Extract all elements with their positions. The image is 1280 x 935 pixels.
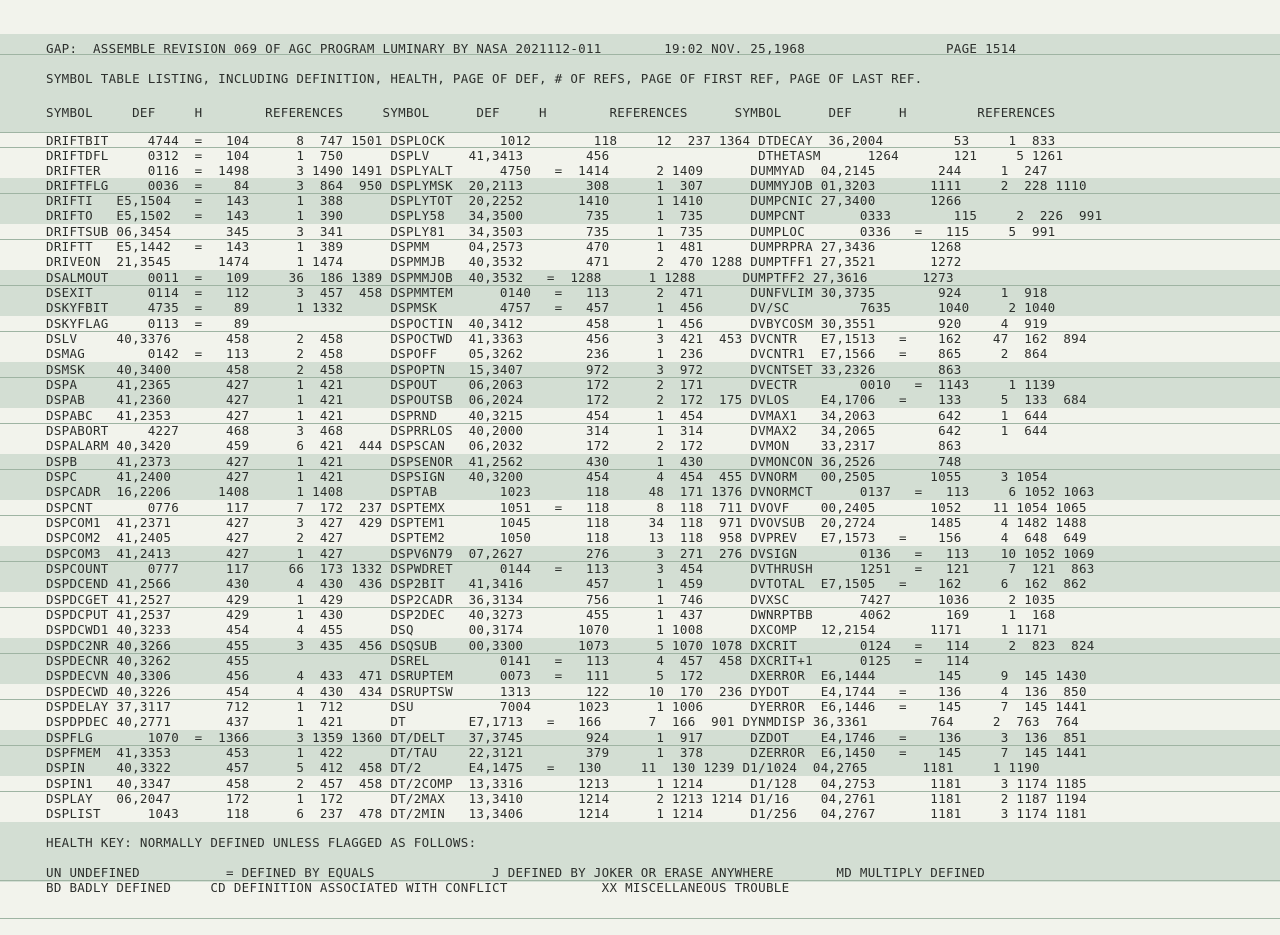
table-row: DSPDCWD1 40,3233 454 4 455 DSQ 00,3174 1070 1 1008 DXCOMP 12,2154 1171 1 1171 [46,622,1048,637]
table-row: DSPB 41,2373 427 1 421 DSPSENOR 41,2562 430 1 430 DVMONCON 36,2526 748 [46,454,962,469]
table-row: DSKYFBIT 4735 = 89 1 1332 DSPMSK 4757 = 457 1 456 DV/SC 7635 1040 2 1040 [46,300,1056,315]
table-row: DSMAG 0142 = 113 2 458 DSPOFF 05,3262 236 1 236 DVCNTR1 E7,1566 = 865 2 864 [46,346,1048,361]
table-row: DRIVEON 21,3545 1474 1 1474 DSPMMJB 40,3532 471 2 470 1288 DUMPTFF1 27,3521 1272 [46,254,962,269]
table-row: DSPCOM1 41,2371 427 3 427 429 DSPTEM1 1045 118 34 118 971 DVOVSUB 20,2724 1485 4 1482 1488 [46,515,1087,530]
table-row: DSPDC2NR 40,3266 455 3 435 456 DSQSUB 00,3300 1073 5 1070 1078 DXCRIT 0124 = 114 2 823 824 [46,638,1095,653]
table-row: DSPDCPUT 41,2537 429 1 430 DSP2DEC 40,3273 455 1 437 DWNRPTBB 4062 169 1 168 [46,607,1056,622]
table-row: DSPCADR 16,2206 1408 1 1408 DSPTAB 1023 118 48 171 1376 DVNORMCT 0137 = 113 6 1052 1063 [46,484,1095,499]
table-row: DSPIN 40,3322 457 5 412 458 DT/2 E4,1475 = 130 11 130 1239 D1/1024 04,2765 1181 1 1190 [46,760,1040,775]
table-row: DSPDCEND 41,2566 430 4 430 436 DSP2BIT 41,3416 457 1 459 DVTOTAL E7,1505 = 162 6 162 862 [46,576,1087,591]
health-key-title: HEALTH KEY: NORMALLY DEFINED UNLESS FLAGGED AS FOLLOWS: [46,835,477,850]
band-top [0,0,1280,34]
table-row: DSPDELAY 37,3117 712 1 712 DSU 7004 1023 1 1006 DYERROR E6,1446 = 145 7 145 1441 [46,699,1087,714]
table-row: DSPFMEM 41,3353 453 1 422 DT/TAU 22,3121 379 1 378 DZERROR E6,1450 = 145 7 145 1441 [46,745,1087,760]
table-row: DSPCOM2 41,2405 427 2 427 DSPTEM2 1050 118 13 118 958 DVPREV E7,1573 = 156 4 648 649 [46,530,1087,545]
column-headers: SYMBOL DEF H REFERENCES SYMBOL DEF H REFERENCES SYMBOL DEF H REFERENCES [46,105,1056,120]
table-row: DSPDCGET 41,2527 429 1 429 DSP2CADR 36,3134 756 1 746 DVXSC 7427 1036 2 1035 [46,592,1056,607]
table-row: DSPABC 41,2353 427 1 421 DSPRND 40,3215 454 1 454 DVMAX1 34,2063 642 1 644 [46,408,1048,423]
health-key-line-2: BD BADLY DEFINED CD DEFINITION ASSOCIATED WITH CONFLICT XX MISCELLANEOUS TROUBLE [46,880,790,895]
table-row: DSALMOUT 0011 = 109 36 186 1389 DSPMMJOB 40,3532 = 1288 1 1288 DUMPTFF2 27,3616 1273 [46,270,954,285]
table-row: DSPC 41,2400 427 1 421 DSPSIGN 40,3200 454 4 454 455 DVNORM 00,2505 1055 3 1054 [46,469,1048,484]
table-row: DSPDECWD 40,3226 454 4 430 434 DSRUPTSW 1313 122 10 170 236 DYDOT E4,1744 = 136 4 136 850 [46,684,1087,699]
table-row: DSPLAY 06,2047 172 1 172 DT/2MAX 13,3410 1214 2 1213 1214 D1/16 04,2761 1181 2 1187 1194 [46,791,1087,806]
table-row: DSPA 41,2365 427 1 421 DSPOUT 06,2063 172 2 171 DVECTR 0010 = 1143 1 1139 [46,377,1056,392]
table-row: DSKYFLAG 0113 = 89 DSPOCTIN 40,3412 458 1 456 DVBYCOSM 30,3551 920 4 919 [46,316,1048,331]
table-row: DSLV 40,3376 458 2 458 DSPOCTWD 41,3363 456 3 421 453 DVCNTR E7,1513 = 162 47 162 894 [46,331,1087,346]
rule [0,918,1280,919]
table-row: DRIFTO E5,1502 = 143 1 390 DSPLY58 34,3500 735 1 735 DUMPCNT 0333 115 2 226 991 [46,208,1103,223]
table-row: DSPIN1 40,3347 458 2 457 458 DT/2COMP 13,3316 1213 1 1214 D1/128 04,2753 1181 3 1174 1185 [46,776,1087,791]
table-row: DRIFTFLG 0036 = 84 3 864 950 DSPLYMSK 20,2113 308 1 307 DUMMYJOB 01,3203 1111 2 228 1110 [46,178,1087,193]
table-row: DSPAB 41,2360 427 1 421 DSPOUTSB 06,2024 172 2 172 175 DVLOS E4,1706 = 133 5 133 684 [46,392,1087,407]
table-row: DSPFLG 1070 = 1366 3 1359 1360 DT/DELT 37,3745 924 1 917 DZDOT E4,1746 = 136 3 136 851 [46,730,1087,745]
health-key-line-1: UN UNDEFINED = DEFINED BY EQUALS J DEFINED BY JOKER OR ERASE ANYWHERE MD MULTIPLY DEFINED [46,865,986,880]
table-row: DSPDPDEC 40,2771 437 1 421 DT E7,1713 = 166 7 166 901 DYNMDISP 36,3361 764 2 763 764 [46,714,1079,729]
table-row: DSPCOM3 41,2413 427 1 427 DSPV6N79 07,2627 276 3 271 276 DVSIGN 0136 = 113 10 1052 1069 [46,546,1095,561]
table-row: DSEXIT 0114 = 112 3 457 458 DSPMMTEM 0140 = 113 2 471 DUNFVLIM 30,3735 924 1 918 [46,285,1048,300]
table-row: DSPCOUNT 0777 117 66 173 1332 DSPWDRET 0144 = 113 3 454 DVTHRUSH 1251 = 121 7 121 863 [46,561,1095,576]
table-row: DSPABORT 4227 468 3 468 DSPRRLOS 40,2000 314 1 314 DVMAX2 34,2065 642 1 644 [46,423,1048,438]
table-row: DRIFTSUB 06,3454 345 3 341 DSPLY81 34,3503 735 1 735 DUMPLOC 0336 = 115 5 991 [46,224,1056,239]
listing-subtitle: SYMBOL TABLE LISTING, INCLUDING DEFINITION, HEALTH, PAGE OF DEF, # OF REFS, PAGE OF FIRST REF, PAGE OF LAST REF. [46,71,923,86]
table-row: DRIFTT E5,1442 = 143 1 389 DSPMM 04,2573 470 1 481 DUMPRPRA 27,3436 1268 [46,239,962,254]
table-row: DSPDECNR 40,3262 455 DSREL 0141 = 113 4 457 458 DXCRIT+1 0125 = 114 [46,653,970,668]
table-row: DRIFTDFL 0312 = 104 1 750 DSPLV 41,3413 456 DTHETASM 1264 121 5 1261 [46,148,1064,163]
table-row: DSPDECVN 40,3306 456 4 433 471 DSRUPTEM 0073 = 111 5 172 DXERROR E6,1444 145 9 145 1430 [46,668,1087,683]
table-row: DSMSK 40,3400 458 2 458 DSPOPTN 15,3407 972 3 972 DVCNTSET 33,2326 863 [46,362,962,377]
listing-title: GAP: ASSEMBLE REVISION 069 OF AGC PROGRAM LUMINARY BY NASA 2021112-011 19:02 NOV. 25,1968 PAGE 1514 [46,41,1017,56]
table-row: DSPALARM 40,3420 459 6 421 444 DSPSCAN 06,2032 172 2 172 DVMON 33,2317 863 [46,438,962,453]
table-row: DSPLIST 1043 118 6 237 478 DT/2MIN 13,3406 1214 1 1214 D1/256 04,2767 1181 3 1174 1181 [46,806,1087,821]
table-row: DRIFTBIT 4744 = 104 8 747 1501 DSPLOCK 1012 118 12 237 1364 DTDECAY 36,2004 53 1 833 [46,133,1056,148]
table-row: DRIFTI E5,1504 = 143 1 388 DSPLYTOT 20,2252 1410 1 1410 DUMPCNIC 27,3400 1266 [46,193,962,208]
table-row: DRIFTER 0116 = 1498 3 1490 1491 DSPLYALT 4750 = 1414 2 1409 DUMMYAD 04,2145 244 1 247 [46,163,1048,178]
table-row: DSPCNT 0776 117 7 172 237 DSPTEMX 1051 = 118 8 118 711 DVOVF 00,2405 1052 11 1054 1065 [46,500,1087,515]
